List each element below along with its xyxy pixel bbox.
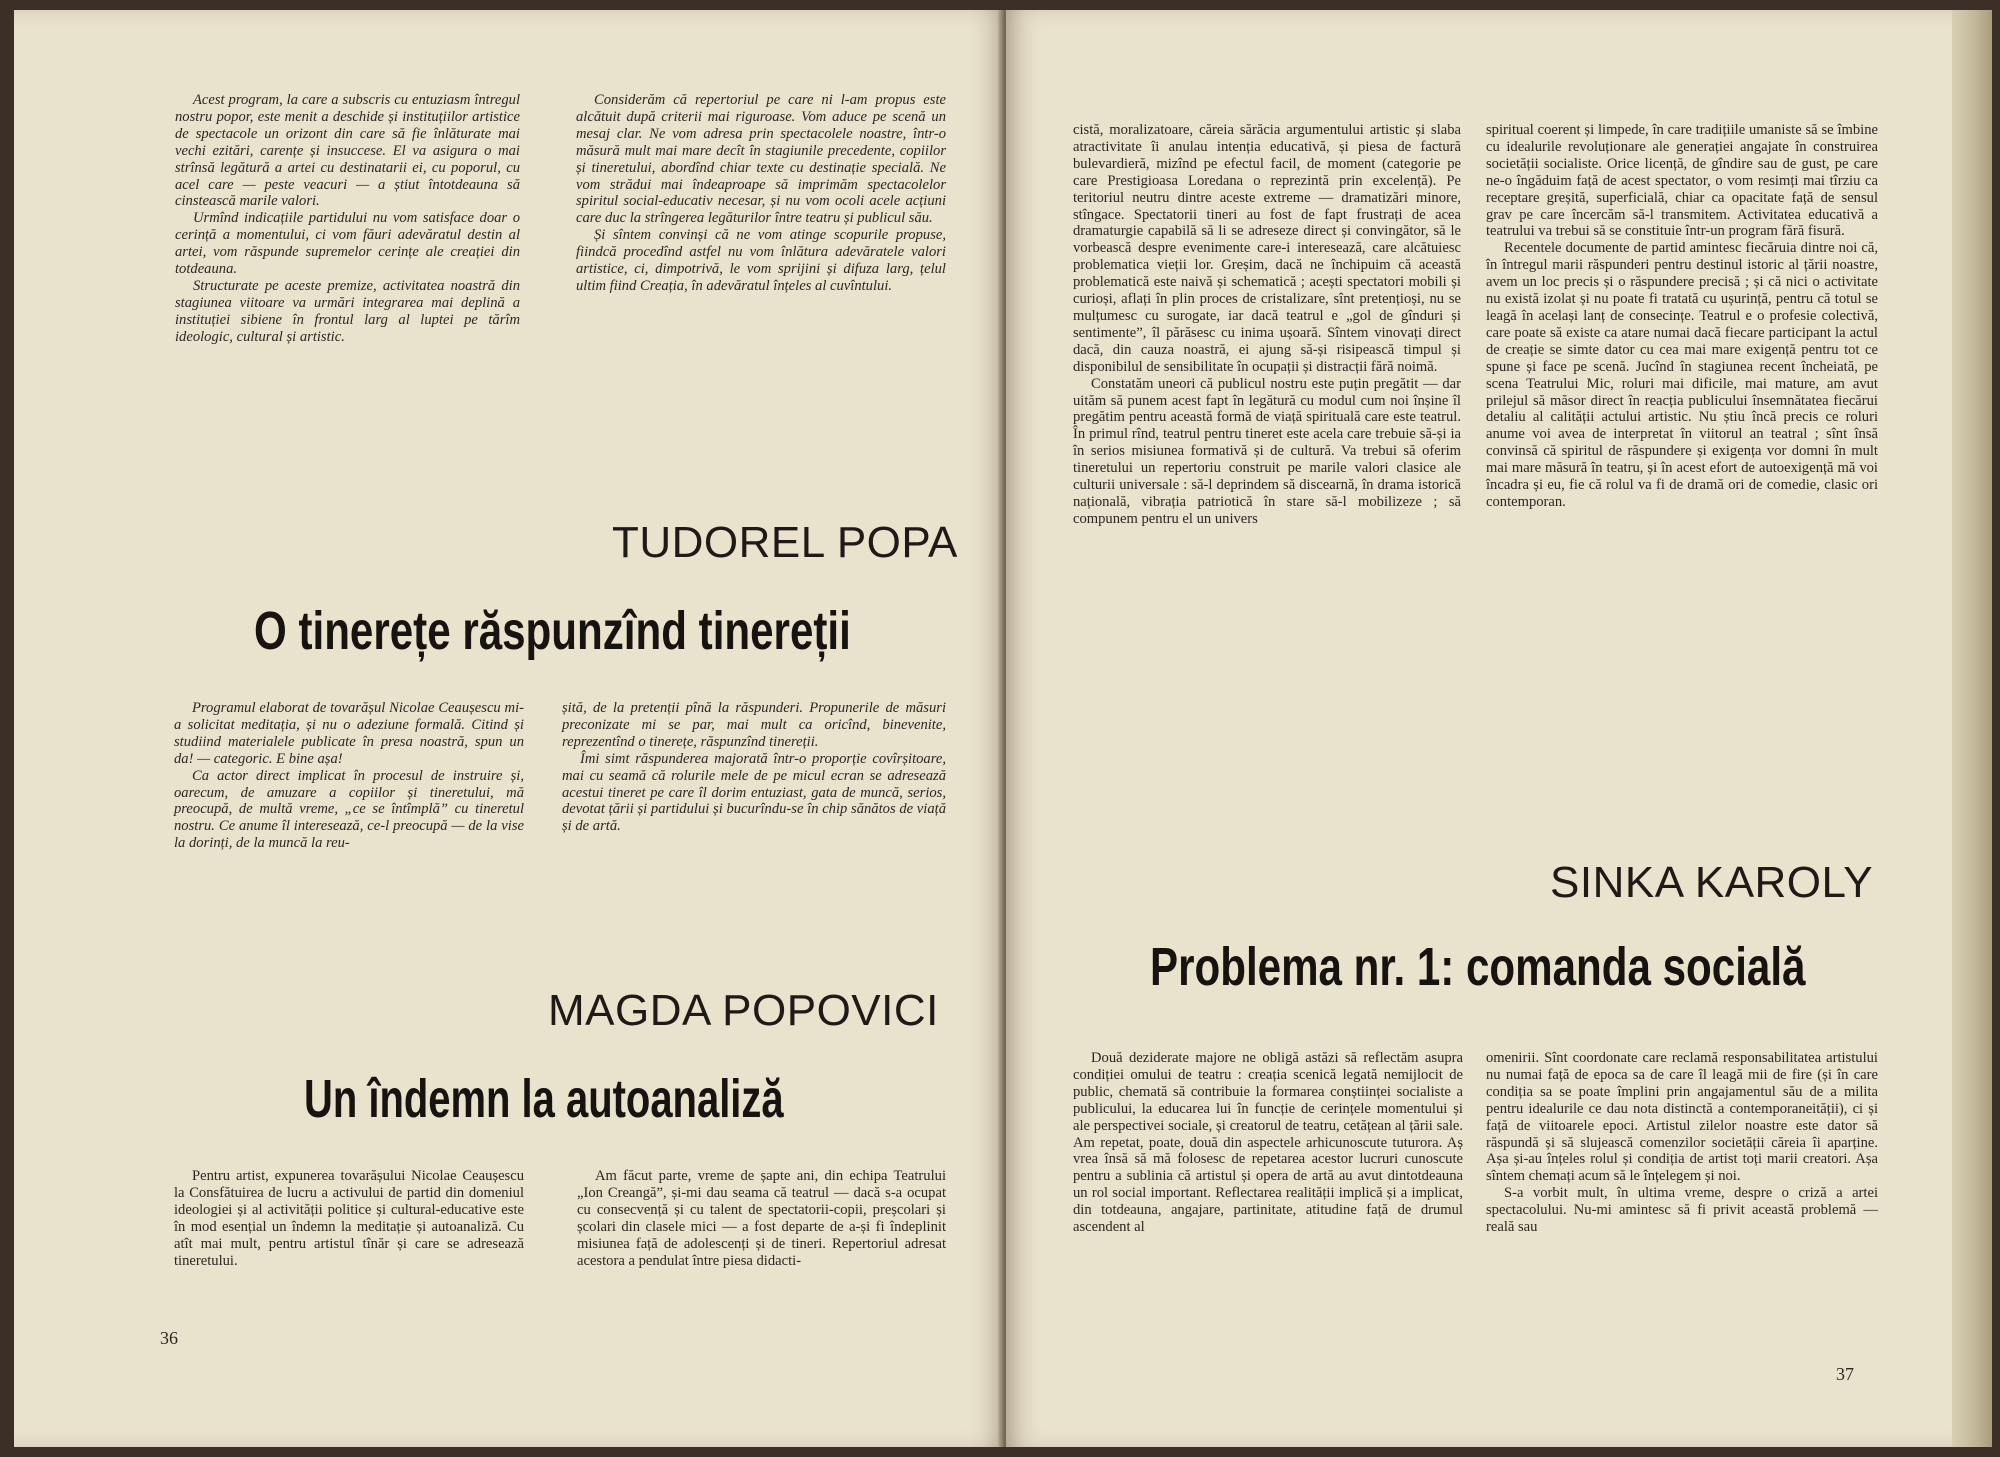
page-edge — [1952, 10, 1992, 1447]
paragraph: Considerăm că repertoriul pe care ni l-am propus este alcătuit după criterii mai riguroase. Vom aduce pe scenă un mesaj clar. Ne vom adresa prin spectacolele noastre, într-o măsură mult mai mare decît în stagiunile precedente, copiilor și tineretului, abordînd chiar texte cu destinație specială. Ne vom strădui mai îndeaproape să imprimăm spectacolelor spiritul social-educativ necesar, și nu vom ocoli acele acțiuni care duc la strîngerea legăturilor între teatru și publicul său. — [576, 92, 946, 227]
paragraph: șită, de la pretenții pînă la răspunderi. Propunerile de măsuri preconizate mi se par, mai mult ca oricînd, binevenite, reprezentînd o tinerețe, răspunzînd tinereții. — [562, 700, 946, 750]
right-page — [1006, 10, 1952, 1447]
article1-column-2 — [562, 700, 946, 835]
intro-column-2 — [576, 92, 946, 295]
article2-column-1 — [174, 1168, 524, 1269]
continuation-column-2 — [1486, 122, 1878, 511]
left-page — [14, 10, 1004, 1447]
intro-column-1 — [175, 92, 520, 346]
paragraph: Recentele documente de partid amintesc fiecăruia dintre noi că, în întregul marii răspunderi pentru destinul istoric al țării noastre, avem un loc precis și o răspundere precisă ; și că nici o activitate nu există izolat și nu poate fi tratată cu ușurință, pentru că totul se leagă în același lanț de consecințe. Teatrul e o profesie colectivă, care poate să existe ca atare numai dacă fiecare participant la actul de creație se simte dator cu cea mai mare exigență pentru tot ce spune și face pe scenă. Jucînd în stagiunea recent încheiată, pe scena Teatrului Mic, roluri mai dificile, mai mature, am avut prilejul să măsor direct în reacția publicului însemnătatea fiecărui detaliu al calității actului artistic. Nu știu încă precis ce roluri anume voi avea de interpretat în viitorul an teatral ; sînt însă convinsă că spiritul de răspundere și exigența vor domni în mult mai mare măsură în teatru, și în acest efort de autoexigență mă voi încadra și eu, fie că rolul va fi de dramă ori de comedie, clasic ori contemporan. — [1486, 240, 1878, 510]
article3-column-1 — [1073, 1050, 1463, 1236]
paragraph: Urmînd indicațiile partidului nu vom satisface doar o cerință a momentului, ci vom făuri adevăratul destin al artei, vom răspunde supremelor cerințe ale creației din totdeauna. — [175, 210, 520, 278]
page-number: 37 — [1836, 1364, 1854, 1384]
article-author: TUDOREL POPA — [612, 518, 958, 567]
paragraph: Acest program, la care a subscris cu entuziasm întregul nostru popor, este menit a deschide și instituțiilor artistice de spectacole un orizont din care să fie înlăturate mai vechi ezitări, carențe și insuccese. El va asigura o mai strînsă legătură a artei cu destinatarii ei, cu poporul, cu acel care — peste veacuri — a știut întotdeauna să cinstească marile valori. — [175, 92, 520, 210]
article1-column-1 — [174, 700, 524, 852]
paragraph: spiritual coerent și limpede, în care tradițiile umaniste să se îmbine cu idealurile revoluționare ale generației angajate în construirea societății socialiste. Orice licență, de gîndire sau de gust, pe care ne-o îngăduim față de acest spectator, o vom resimți mai tîrziu ca receptare greșită, superficială, chiar ca opacitate față de sensul grav pe care încercăm să-l transmitem. Activitatea educativă a teatrului va trebui să se constituie într-un program fără fisură. — [1486, 122, 1878, 240]
paragraph: Programul elaborat de tovarășul Nicolae Ceaușescu mi-a solicitat meditația, și nu o adeziune formală. Citind și studiind materialele publicate în presa noastră, spun un da! — categoric. E bine așa! — [174, 700, 524, 767]
article2-column-2 — [577, 1168, 946, 1269]
article-author: MAGDA POPOVICI — [548, 986, 939, 1035]
paragraph: Pentru artist, expunerea tovarășului Nicolae Ceaușescu la Consfătuirea de lucru a activului de partid din domeniul ideologiei și al activității politice și cultural-educative este în mod esențial un îndemn la meditație și autoanaliză. Cu atît mai mult, pentru artistul tînăr și care se adresează tineretului. — [174, 1168, 524, 1269]
page-number: 36 — [160, 1328, 178, 1348]
paragraph: Am făcut parte, vreme de șapte ani, din echipa Teatrului „Ion Creangă”, și-mi dau seama că teatrul — dacă s-a ocupat cu consecvență și cu talent de spectatorii-copii, preșcolari și școlari din clasele mici — a fost departe de a-și fi îndeplinit misiunea față de adolescenți și de tineri. Repertoriul adresat acestora a pendulat între piesa didacti- — [577, 1168, 946, 1269]
paragraph: Structurate pe aceste premize, activitatea noastră din stagiunea viitoare va urmări integrarea mai deplină a instituției sibiene în frontul larg al luptei pe tărîm ideologic, cultural și artistic. — [175, 277, 520, 345]
article-author: SINKA KAROLY — [1550, 858, 1874, 907]
paragraph: S-a vorbit mult, în ultima vreme, despre o criză a artei spectacolului. Nu-mi amintesc să fi privit această problemă — reală sau — [1486, 1185, 1878, 1236]
paragraph: omenirii. Sînt coordonate care reclamă responsabilitatea artistului nu numai față de epoca sa de care îl leagă mii de fire (și în care condiția sa se poate împlini prin angajamentul său de a milita pentru idealurile ce dau nota distinctă a contemporaneității), ci și față de viitoarele epoci. Artistul zilelor noastre este dator să răspundă și să slujească comenzilor societății căreia îi aparține. Așa și-au înțeles rolul și condiția de artist toți marii creatori. Așa sîntem chemați acum să le înțelegem și noi. — [1486, 1050, 1878, 1185]
paragraph: Ca actor direct implicat în procesul de instruire și, oarecum, de amuzare a copiilor și tineretului, mă preocupă, de multă vreme, „ce se întîmplă” cu tineretul nostru. Ce anume îl interesează, ce-l preocupă — de la vise la dorinți, de la muncă la reu- — [174, 767, 524, 852]
article-title: Un îndemn la autoanaliză — [304, 1069, 784, 1129]
article-title: Problema nr. 1: comanda socială — [1150, 937, 1806, 997]
article-title: O tinerețe răspunzînd tinereții — [254, 601, 851, 661]
continuation-column-1 — [1073, 122, 1461, 528]
paragraph: Îmi simt răspunderea majorată într-o proporție covîrșitoare, mai cu seamă că rolurile mele de pe micul ecran se adresează acestui tineret pe care îl dorim entuziast, gata de muncă, serios, devotat țării și partidului și bucurîndu-se în chip sănătos de viață și de artă. — [562, 750, 946, 835]
paragraph: cistă, moralizatoare, căreia sărăcia argumentului artistic și slaba atractivitate îi anulau intenția educativă, și piesa de factură bulevardieră, mizînd pe efectul facil, de moment (categorie pe care Prestigioasa Loredana o reprezintă prin excelență). Pe teritoriul neutru dintre aceste extreme — dramatizări minore, stîngace. Spectatorii tineri au fost de fapt frustrați de acea dramaturgie capabilă să li se adreseze direct și convingător, să le vorbească despre evenimente care-i interesează, care alcătuiesc problematica vieții lor. Greșim, dacă ne închipuim că această problematică este naivă și schematică ; acești spectatori mobili și curioși, aflați în plin proces de cristalizare, sînt pretențioși, nu se mulțumesc cu surogate, iar dacă teatrul e „gol de gînduri și sentimente”, îl părăsesc cu inima ușoară. Sîntem vinovați direct dacă, din cauza noastră, ei ajung să-și risipească timpul și disponibilul de sensibilitate în ocupații și distracții fără noimă. — [1073, 122, 1461, 375]
article3-column-2 — [1486, 1050, 1878, 1236]
paragraph: Constatăm uneori că publicul nostru este puțin pregătit — dar uităm să punem acest fapt în legătură cu modul cum noi înșine îl pregătim pentru această formă de viață spirituală care este teatrul. În primul rînd, teatrul pentru tineret este acela care trebuie să-și ia în serios misiunea formativă și de cultură. Va trebui să oferim tineretului un repertoriu construit pe marile valori clasice ale culturii universale : să-l deprindem să discearnă, în drama istorică națională, vibrația patriotică în stare să-l mobilizeze ; să compunem pentru el un univers — [1073, 375, 1461, 527]
paragraph: Și sîntem convinși că ne vom atinge scopurile propuse, fiindcă procedînd astfel nu vom înlătura adevăratele valori artistice, ci, dimpotrivă, le vom sprijini și difuza larg, țelul ultim fiind Creația, în adevăratul înțeles al cuvîntului. — [576, 227, 946, 294]
paragraph: Două deziderate majore ne obligă astăzi să reflectăm asupra condiției omului de teatru : creația scenică legată nemijlocit de public, chemată să contribuie la formarea conștiinței socialiste a publicului, la educarea lui în funcție de cerințele momentului și ale perspectivei sociale, și creatorul de teatru, cetățean al țării sale. Am repetat, poate, două din aspectele arhicunoscute tuturora. Aș vrea însă să mă folosesc de repetarea acestor lucruri cunoscute pentru a sublinia că artistul și opera de artă au avut dintotdeauna un rol social important. Reflectarea realității implică și a implicat, din totdeauna, angajare, partinitate, atitudine față de drumul ascendent al — [1073, 1050, 1463, 1236]
